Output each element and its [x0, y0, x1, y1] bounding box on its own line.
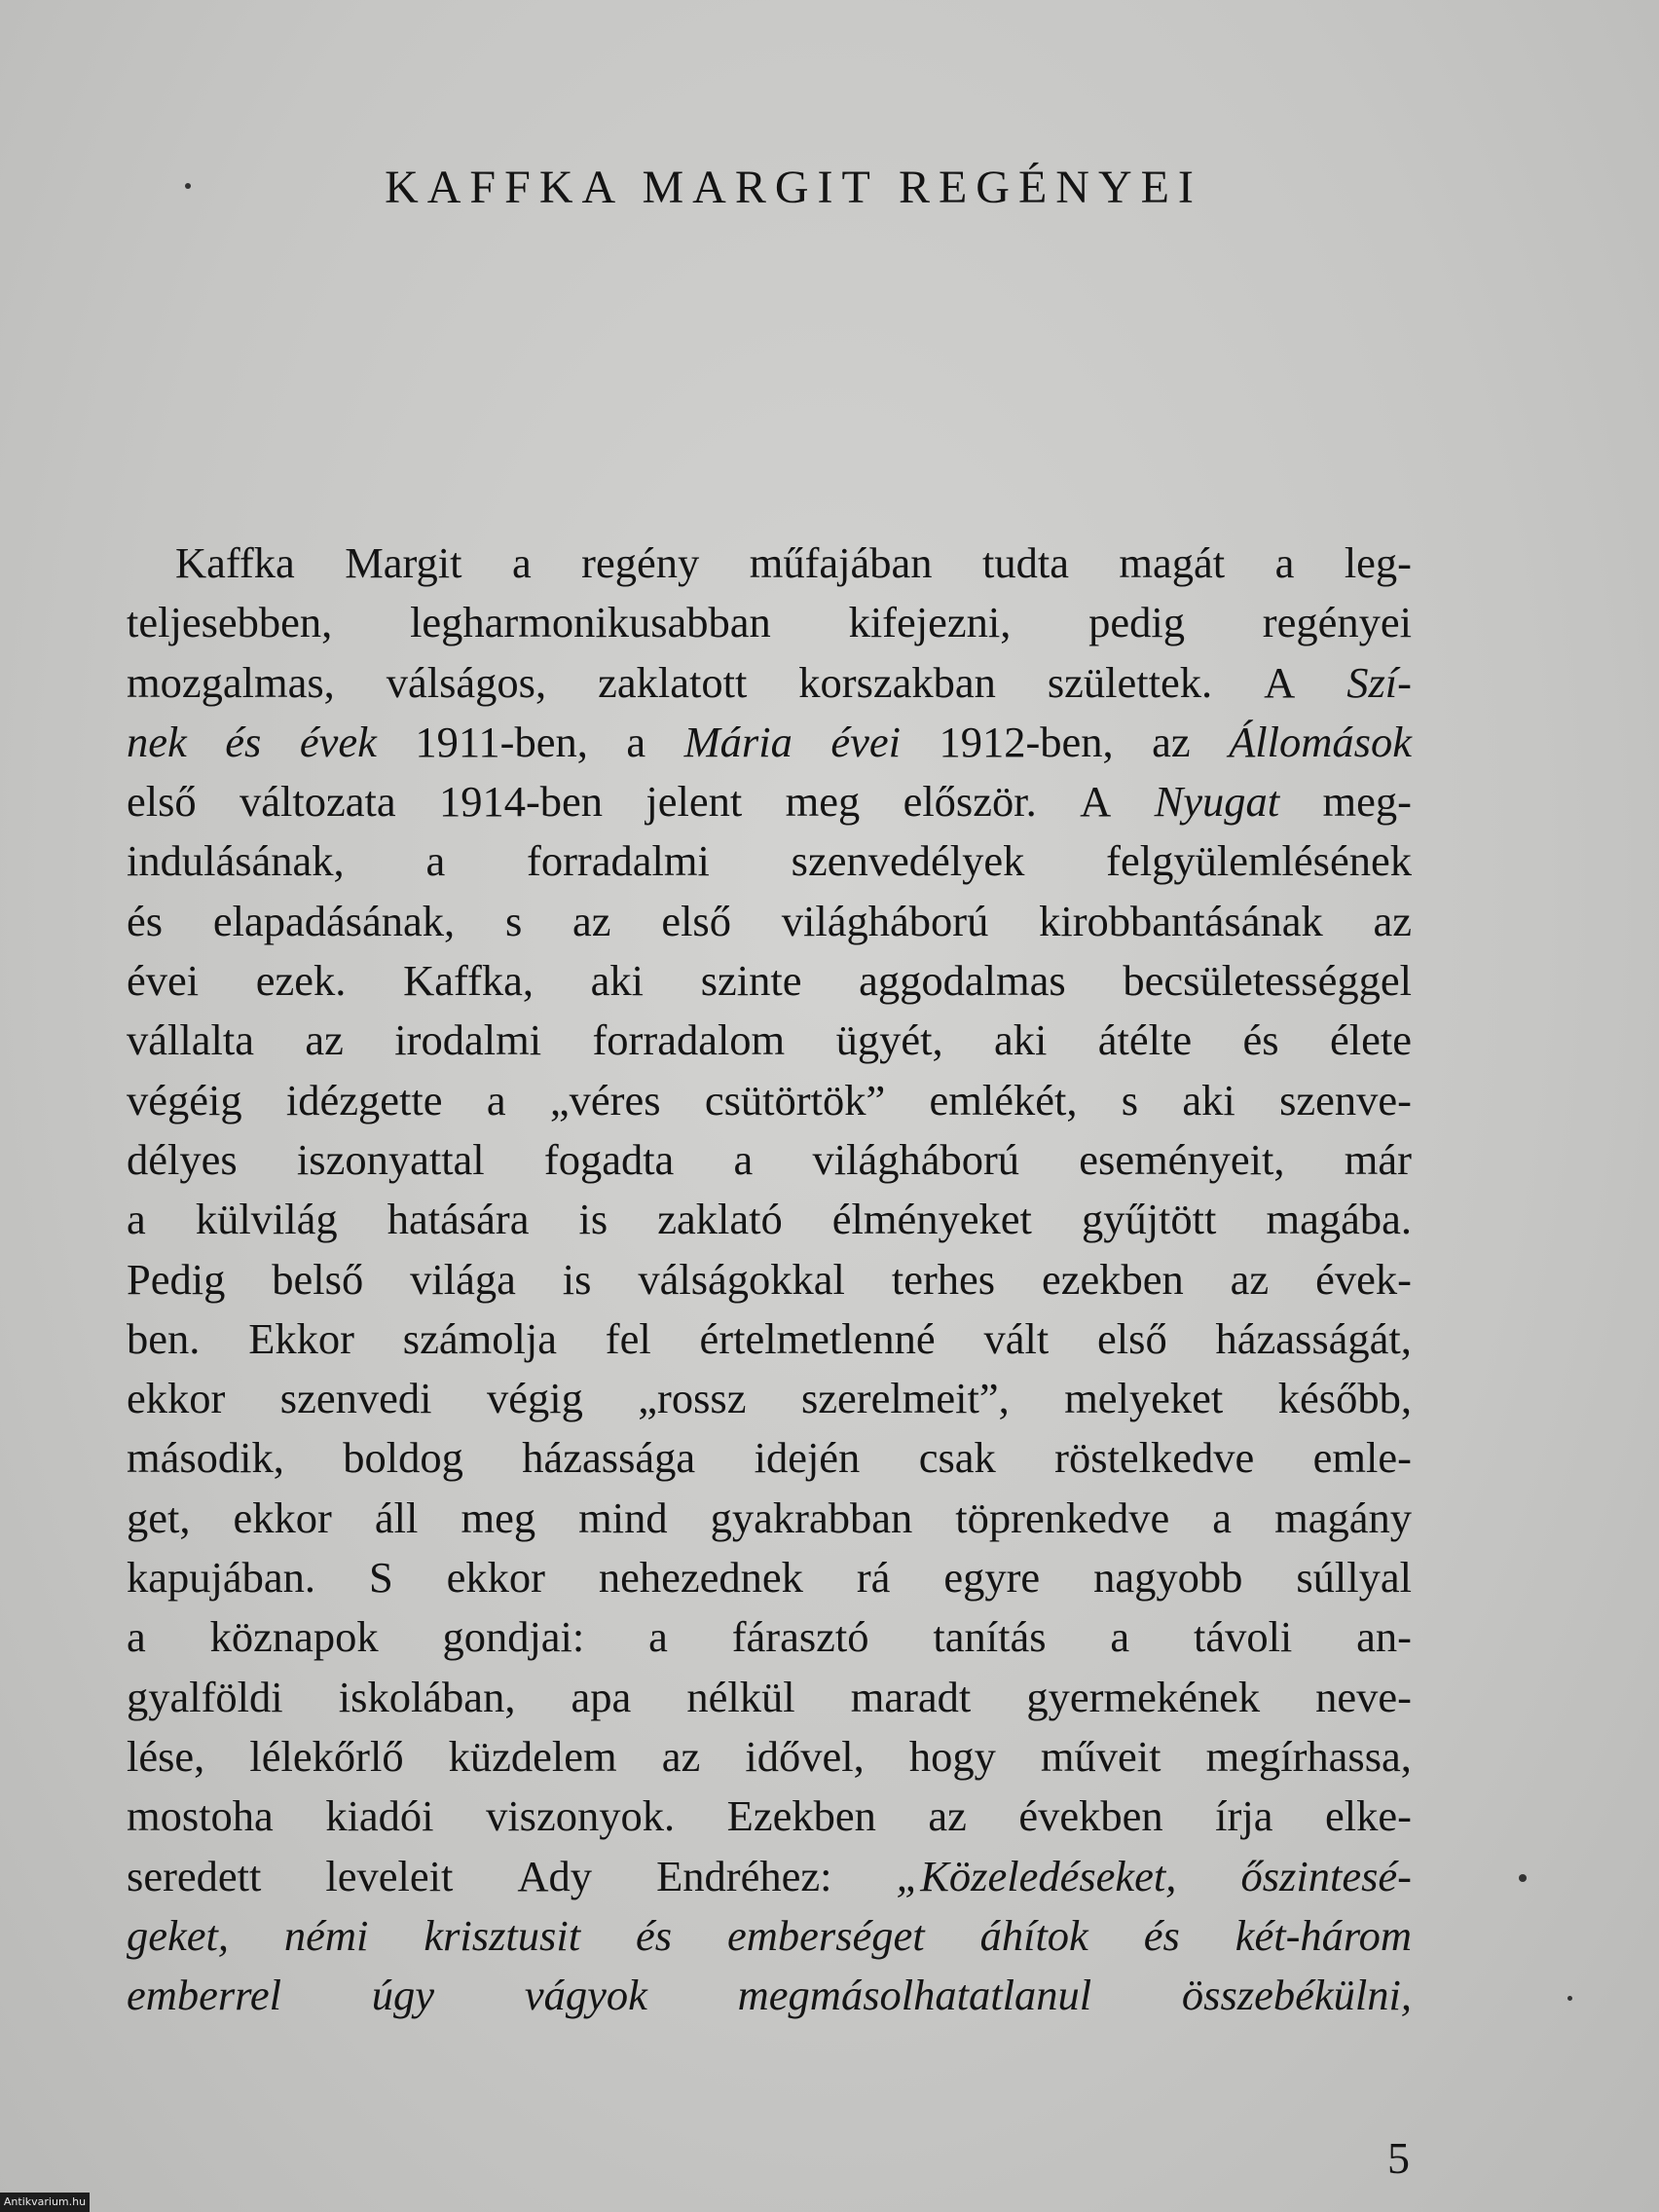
word: és	[1143, 1910, 1180, 1960]
word: élete	[1330, 1015, 1412, 1065]
text-line	[127, 534, 1412, 593]
word: vágyok	[524, 1971, 647, 2020]
word: értelmetlenné	[699, 1313, 936, 1363]
word: forradalom	[592, 1015, 786, 1065]
word: elapadásának,	[212, 896, 456, 945]
text-line	[127, 892, 1412, 951]
text-line	[127, 1966, 1412, 2025]
word: magába.	[1266, 1195, 1412, 1244]
word: szenve-	[1279, 1075, 1412, 1124]
word: első	[127, 777, 197, 827]
word: első	[661, 896, 731, 945]
word: később,	[1277, 1374, 1412, 1423]
word: úgy	[371, 1971, 435, 2020]
text-line	[127, 1906, 1412, 1966]
word: jelent	[645, 777, 743, 827]
word: Ekkor	[248, 1313, 354, 1363]
word: gyűjtött	[1081, 1195, 1217, 1244]
word: válságos,	[386, 657, 547, 707]
word: „rossz	[638, 1374, 747, 1423]
word: születtek.	[1047, 657, 1213, 707]
word: szerelmeit”,	[800, 1374, 1010, 1423]
text-line	[127, 1309, 1412, 1369]
word: az	[305, 1015, 344, 1065]
dust-speck	[1519, 1874, 1527, 1882]
word: iskolában,	[338, 1672, 516, 1721]
word: évek	[299, 717, 377, 766]
word: második,	[127, 1433, 284, 1483]
word: áll	[374, 1493, 419, 1542]
word: meg	[785, 777, 861, 827]
word: köznapok	[209, 1612, 379, 1662]
word: házassága	[522, 1433, 696, 1483]
word: zaklatott	[598, 657, 748, 707]
text-line	[127, 1847, 1412, 1906]
text-line	[127, 593, 1412, 652]
word: csak	[918, 1433, 996, 1483]
word: nélkül	[686, 1672, 795, 1721]
word: először.	[903, 777, 1037, 827]
word: iszonyattal	[296, 1134, 485, 1184]
word: kifejezni,	[848, 598, 1012, 647]
word: Kaffka	[175, 538, 295, 587]
text-line	[127, 653, 1412, 713]
word: aki	[993, 1015, 1048, 1065]
word: Nyugat	[1154, 777, 1280, 827]
word: Állomások	[1229, 717, 1412, 766]
word: emberrel	[127, 1971, 281, 2020]
word: meg	[461, 1493, 536, 1542]
word: melyeket	[1064, 1374, 1224, 1423]
word: őszintesé-	[1240, 1851, 1412, 1900]
text-line	[127, 1190, 1412, 1249]
word: aggodalmas	[859, 956, 1066, 1006]
word: indulásának,	[127, 836, 345, 886]
word: ezekben	[1042, 1254, 1184, 1304]
word: szinte	[700, 956, 802, 1006]
word: ekkor	[446, 1553, 545, 1603]
text-line	[127, 1071, 1412, 1130]
word: teljesebben,	[127, 598, 333, 647]
word: némi	[283, 1910, 369, 1960]
word: fogadta	[543, 1134, 675, 1184]
text-line	[127, 1787, 1412, 1846]
word: fárasztó	[731, 1612, 869, 1662]
word: elke-	[1324, 1791, 1412, 1841]
word: változata	[240, 777, 396, 827]
word: világháború	[781, 896, 989, 945]
word: irodalmi	[394, 1015, 542, 1065]
word: súllyal	[1296, 1553, 1412, 1603]
word: töprenkedve	[955, 1493, 1170, 1542]
word: kirobbantásának	[1039, 896, 1323, 945]
word: vállalta	[127, 1015, 254, 1065]
word: ekkor	[127, 1374, 226, 1423]
dust-speck	[1567, 1996, 1572, 2001]
word: belső	[272, 1254, 364, 1304]
word: távoli	[1193, 1612, 1293, 1662]
word: viszonyok.	[486, 1791, 676, 1841]
word: küzdelem	[448, 1731, 617, 1781]
word: leg-	[1344, 538, 1412, 587]
word: délyes	[127, 1134, 238, 1184]
word: vált	[983, 1313, 1050, 1363]
word: tudta	[981, 538, 1069, 587]
word: lélekőrlő	[249, 1731, 404, 1781]
word: rá	[856, 1553, 891, 1603]
word: boldog	[343, 1433, 463, 1483]
word: gondjai:	[442, 1612, 585, 1662]
word: a	[127, 1612, 146, 1662]
word: végéig	[127, 1075, 242, 1124]
text-line	[127, 831, 1412, 891]
word: idővel,	[745, 1731, 865, 1781]
word: kiadói	[325, 1791, 434, 1841]
word: egyre	[943, 1553, 1041, 1603]
word: nagyobb	[1093, 1553, 1243, 1603]
text-line	[127, 1548, 1412, 1607]
word: világa	[410, 1254, 516, 1304]
text-line	[127, 1011, 1412, 1070]
word: emlékét,	[929, 1075, 1078, 1124]
word: Kaffka,	[403, 956, 534, 1006]
word: két-három	[1235, 1910, 1412, 1960]
word: get,	[127, 1493, 191, 1542]
word: s	[1121, 1075, 1139, 1124]
word: külvilág	[195, 1195, 338, 1244]
word: a	[733, 1134, 754, 1184]
watermark: Antikvarium.hu	[0, 2193, 90, 2212]
word: megírhassa,	[1205, 1731, 1412, 1781]
word: A	[1264, 657, 1296, 707]
text-line	[127, 713, 1412, 772]
chapter-title: KAFFKA MARGIT REGÉNYEI	[385, 162, 1202, 213]
word: a	[486, 1075, 506, 1124]
word: magány	[1274, 1493, 1412, 1542]
word: tanítás	[933, 1612, 1047, 1662]
word: pedig	[1088, 598, 1185, 647]
word: az	[1152, 717, 1191, 766]
word: hatására	[387, 1195, 530, 1244]
word: 1912-ben,	[939, 717, 1114, 766]
word: s	[504, 896, 523, 945]
word: forradalmi	[527, 836, 710, 886]
word: 1911-ben,	[415, 717, 588, 766]
word: a	[1212, 1493, 1233, 1542]
text-line	[127, 1668, 1412, 1727]
word: aki	[590, 956, 645, 1006]
word: csütörtök”	[704, 1075, 886, 1124]
word: korszakban	[798, 657, 996, 707]
word: leveleit	[325, 1851, 454, 1900]
word: idején	[754, 1433, 861, 1483]
word: válságokkal	[638, 1254, 845, 1304]
word: átélte	[1097, 1015, 1193, 1065]
text-line	[127, 772, 1412, 831]
word: mind	[578, 1493, 668, 1542]
word: műveit	[1040, 1731, 1161, 1781]
word: is	[562, 1254, 592, 1304]
word: Endréhez:	[656, 1851, 832, 1900]
text-line	[127, 1369, 1412, 1428]
word: fel	[605, 1313, 651, 1363]
word: áhítok	[979, 1910, 1088, 1960]
word: évei	[127, 956, 200, 1006]
word: ben.	[127, 1313, 201, 1363]
word: ügyét,	[835, 1015, 943, 1065]
word: az	[928, 1791, 967, 1841]
word: maradt	[850, 1672, 972, 1721]
word: A	[1080, 777, 1112, 827]
word: a	[511, 538, 532, 587]
word: végig	[486, 1374, 583, 1423]
text-line	[127, 1607, 1412, 1667]
word: megmásolhatatlanul	[737, 1971, 1092, 2020]
text-line	[127, 1727, 1412, 1787]
word: összebékülni,	[1181, 1971, 1412, 2020]
word: gyermekének	[1026, 1672, 1261, 1721]
word: lése,	[127, 1731, 205, 1781]
word: első	[1097, 1313, 1167, 1363]
word: és	[225, 717, 262, 766]
word: mostoha	[127, 1791, 274, 1841]
word: ezek.	[255, 956, 347, 1006]
word: gyakrabban	[710, 1493, 913, 1542]
word: nehezednek	[598, 1553, 803, 1603]
word: „véres	[549, 1075, 661, 1124]
word: a	[648, 1612, 668, 1662]
word: Mária	[683, 717, 793, 766]
word: kapujában.	[127, 1553, 315, 1603]
word: írja	[1215, 1791, 1273, 1841]
word: évek-	[1315, 1254, 1412, 1304]
word: gyalföldi	[127, 1672, 283, 1721]
word: Pedig	[127, 1254, 226, 1304]
dust-speck	[185, 183, 191, 189]
text-line	[127, 1428, 1412, 1488]
word: regény	[581, 538, 700, 587]
word: az	[572, 896, 611, 945]
word: magát	[1119, 538, 1226, 587]
word: és	[636, 1910, 673, 1960]
word: is	[578, 1195, 608, 1244]
word: neve-	[1315, 1672, 1412, 1721]
word: Margit	[345, 538, 462, 587]
word: házasságát,	[1215, 1313, 1412, 1363]
word: legharmonikusabban	[410, 598, 771, 647]
word: apa	[571, 1672, 632, 1721]
text-line	[127, 1489, 1412, 1548]
word: aki	[1182, 1075, 1235, 1124]
word: röstelkedve	[1054, 1433, 1255, 1483]
word: geket,	[127, 1910, 229, 1960]
word: hogy	[908, 1731, 996, 1781]
word: már	[1344, 1134, 1412, 1184]
text-line	[127, 1130, 1412, 1190]
word: évei	[830, 717, 901, 766]
word: években	[1018, 1791, 1163, 1841]
word: zaklató	[657, 1195, 783, 1244]
word: az	[1230, 1254, 1270, 1304]
page-number: 5	[1387, 2133, 1410, 2183]
body-text	[127, 534, 1412, 2025]
word: Szí-	[1346, 657, 1412, 707]
word: szenvedi	[279, 1374, 432, 1423]
word: a	[425, 836, 446, 886]
word: Ezekben	[726, 1791, 876, 1841]
word: emberséget	[727, 1910, 925, 1960]
word: az	[661, 1731, 701, 1781]
word: műfajában	[749, 538, 933, 587]
word: a	[1110, 1612, 1130, 1662]
word: S	[368, 1553, 393, 1603]
word: mozgalmas,	[127, 657, 335, 707]
bleed-through-text	[146, 92, 1490, 501]
word: eseményeit,	[1079, 1134, 1285, 1184]
word: emle-	[1312, 1433, 1412, 1483]
word: felgyülemlésének	[1106, 836, 1412, 886]
word: a	[127, 1195, 146, 1244]
word: meg-	[1322, 777, 1412, 827]
word: terhes	[891, 1254, 996, 1304]
word: ekkor	[233, 1493, 332, 1542]
word: becsületességgel	[1123, 956, 1412, 1006]
word: a	[626, 717, 646, 766]
word: krisztusit	[424, 1910, 581, 1960]
word: 1914-ben	[438, 777, 604, 827]
text-line	[127, 951, 1412, 1011]
word: idézgette	[285, 1075, 443, 1124]
word: nek	[127, 717, 187, 766]
word: a	[1274, 538, 1295, 587]
word: világháború	[812, 1134, 1020, 1184]
word: Ady	[517, 1851, 593, 1900]
word: regényei	[1262, 598, 1412, 647]
text-line	[127, 1250, 1412, 1309]
word: szenvedélyek	[791, 836, 1025, 886]
word: és	[127, 896, 164, 945]
word: seredett	[127, 1851, 262, 1900]
word: az	[1373, 896, 1412, 945]
word: „Közeledéseket,	[896, 1851, 1177, 1900]
word: és	[1242, 1015, 1279, 1065]
word: számolja	[402, 1313, 557, 1363]
word: élményeket	[831, 1195, 1032, 1244]
word: an-	[1356, 1612, 1412, 1662]
